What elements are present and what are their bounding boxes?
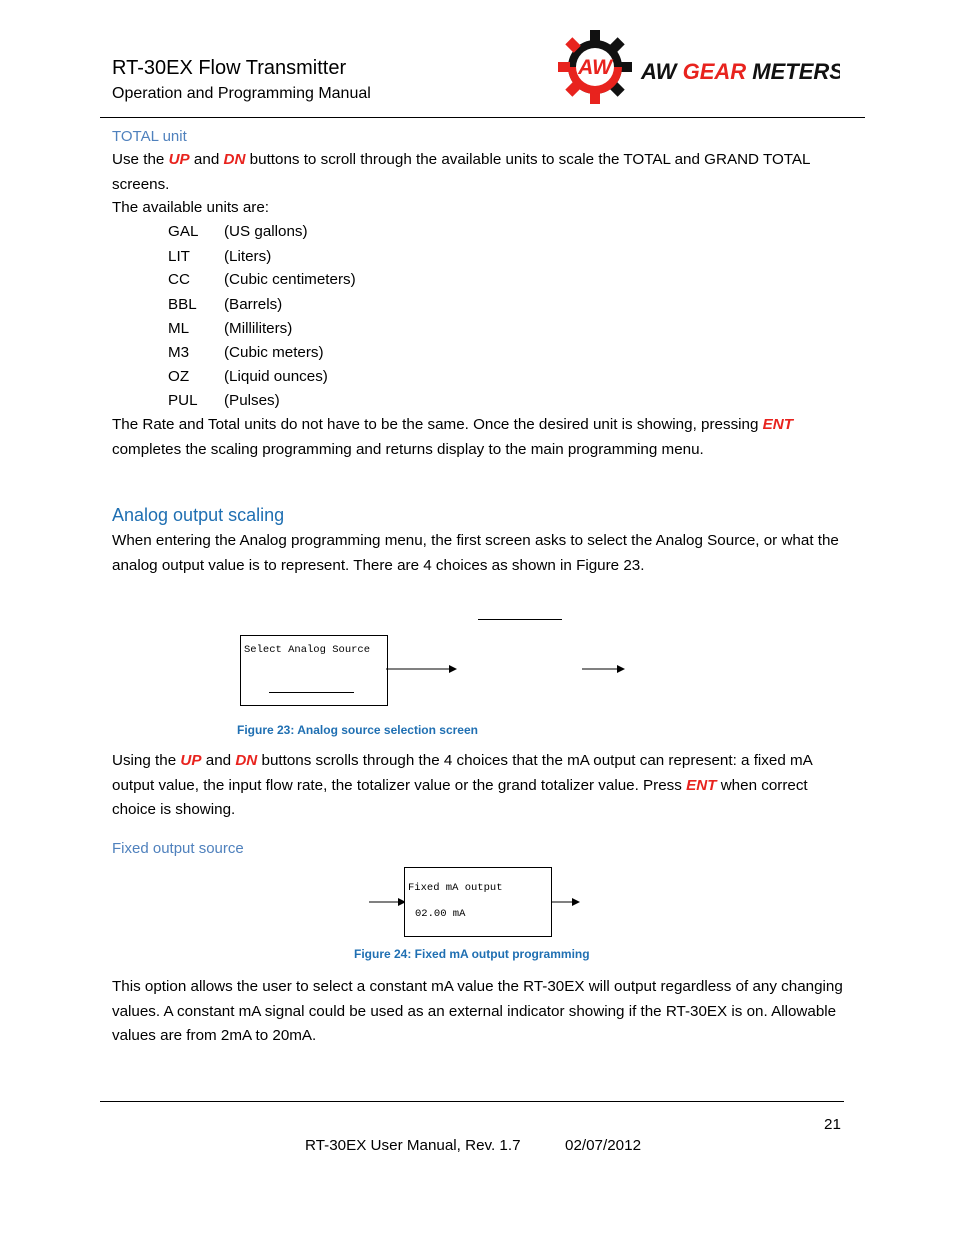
page-number: 21	[824, 1116, 841, 1133]
footer-date: 02/07/2012	[565, 1137, 642, 1154]
fixed-ma-screen-line1: Fixed mA output	[408, 882, 503, 894]
aw-gear-meters-logo	[555, 28, 840, 106]
logo-brand-meters: METERS	[752, 59, 840, 84]
ent-key: ENT	[762, 416, 794, 433]
total-unit-heading: TOTAL unit	[112, 128, 187, 145]
analog-usage: Using the UP and DN buttons scrolls through the 4 choices that the mA output can represent: a fixed mA output value, the input flow rate, the totalizer value or the grand totalizer value. Press ENT when correct choice is showing.	[112, 752, 812, 818]
footer-manual-rev: RT-30EX User Manual, Rev. 1.7	[305, 1137, 521, 1154]
figure-24-caption: Figure 24: Fixed mA output programming	[354, 947, 590, 961]
available-units-label: The available units are:	[112, 199, 270, 216]
gear-logo-icon	[555, 28, 840, 106]
arrow-right-icon	[369, 895, 407, 909]
dn-key: DN	[223, 151, 246, 168]
fixed-output-heading: Fixed output source	[112, 840, 244, 857]
fixed-output-description: This option allows the user to select a constant mA value the RT-30EX will output regardless of any changing values. A constant mA signal could be used as an external indicator showing if the RT-30EX is on. Allowable values are from 2mA to 20mA.	[112, 978, 843, 1044]
document-title: RT-30EX Flow Transmitter	[112, 57, 347, 79]
analog-source-screen	[240, 635, 388, 706]
analog-output-heading: Analog output scaling	[112, 505, 285, 525]
svg-text:AW GEAR METERS	[640, 59, 840, 84]
logo-brand-aw: AW	[641, 59, 677, 84]
ent-key: ENT	[686, 776, 717, 794]
arrow-right-icon	[386, 662, 458, 676]
analog-source-screen-text: Select Analog Source	[244, 644, 371, 656]
analog-intro: When entering the Analog programming menu, the first screen asks to select the Analog Source, or what the analog output value is to represent. There are 4 choices as shown in Figure 23.	[112, 532, 839, 574]
figure23-top-line	[478, 619, 562, 620]
arrow-right-icon	[551, 895, 581, 909]
fixed-ma-screen-value: 02.00 mA	[415, 908, 466, 920]
figure-23-caption: Figure 23: Analog source selection screen	[237, 723, 478, 737]
logo-letters: AW	[578, 56, 612, 79]
fixed-ma-screen	[404, 867, 552, 937]
header-divider	[100, 117, 865, 118]
screen-cursor-line	[269, 692, 354, 693]
arrow-right-icon	[582, 662, 626, 676]
document-subtitle: Operation and Programming Manual	[112, 85, 371, 102]
logo-brand-gear: GEAR	[682, 59, 747, 84]
total-unit-intro: Use the UP and DN buttons to scroll through the available units to scale the TOTAL and GRAND TOTAL screens.	[112, 151, 810, 193]
total-unit-closing: The Rate and Total units do not have to be the same. Once the desired unit is showing, pressing ENT completes the scaling programming and returns display to the main programming menu.	[112, 416, 794, 458]
footer-divider	[100, 1101, 844, 1102]
dn-key: DN	[235, 752, 258, 769]
up-key: UP	[180, 752, 202, 769]
up-key: UP	[168, 151, 190, 168]
